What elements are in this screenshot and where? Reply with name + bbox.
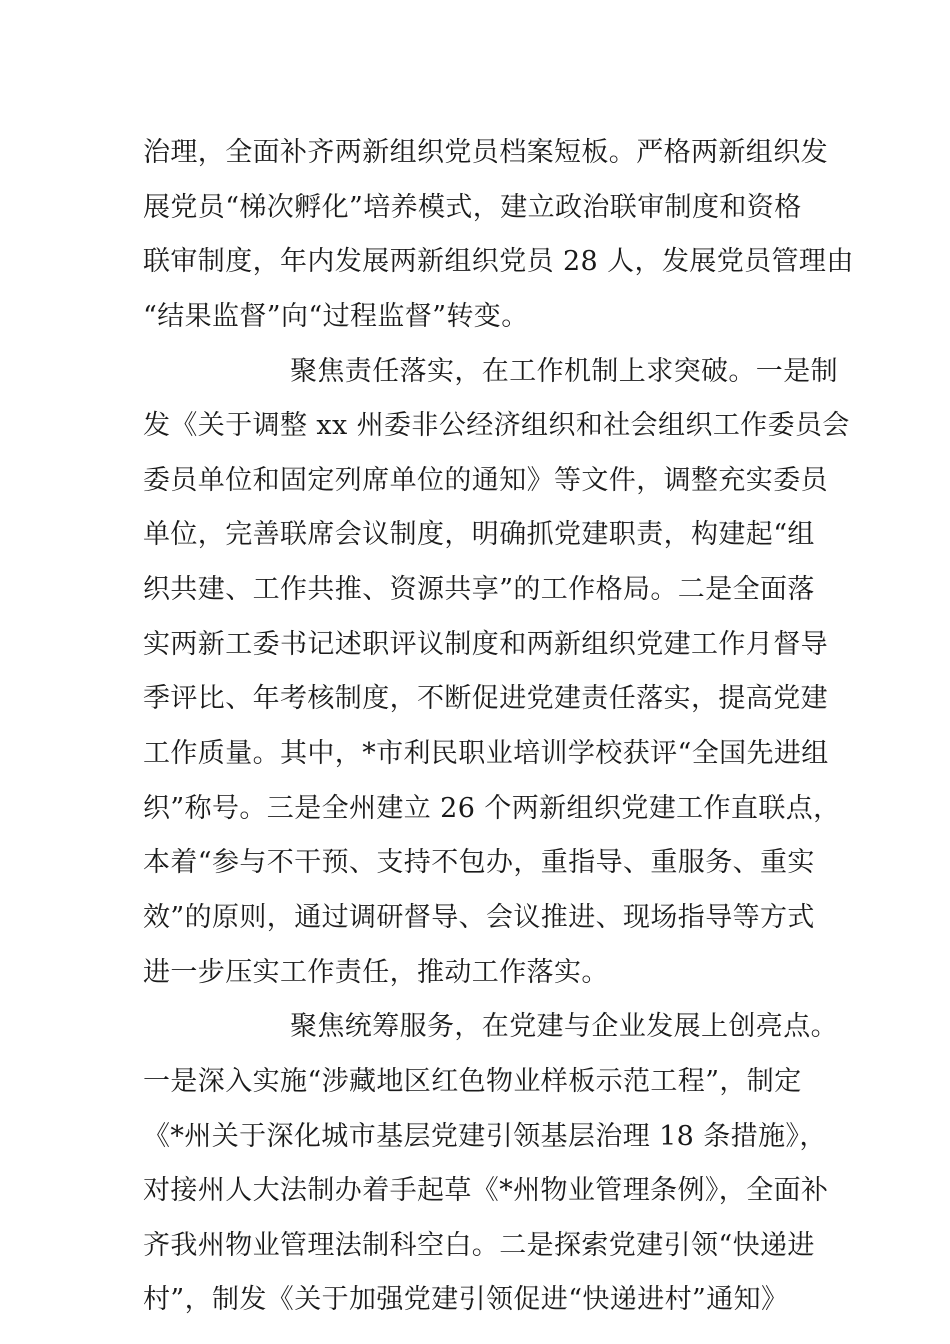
paragraph-heading-line: 聚焦责任落实，在工作机制上求突破。一是制 [290, 355, 838, 387]
text-line: 单位，完善联席会议制度，明确抓党建职责，构建起“组 [143, 519, 815, 551]
text-line: 实两新工委书记述职评议制度和两新组织党建工作月督导 [143, 628, 828, 660]
text-line: 效”的原则，通过调研督导、会议推进、现场指导等方式 [143, 901, 815, 933]
text-line: 织”称号。三是全州建立 26 个两新组织党建工作直联点， [143, 792, 841, 824]
text-line: 发《关于调整 xx 州委非公经济组织和社会组织工作委员会 [143, 410, 850, 442]
text-line: 季评比、年考核制度，不断促进党建责任落实，提高党建 [143, 683, 828, 715]
text-line: 委员单位和固定列席单位的通知》等文件，调整充实委员 [143, 464, 828, 496]
text-line: 治理，全面补齐两新组织党员档案短板。严格两新组织发 [143, 137, 828, 168]
text-line: 齐我州物业管理法制科空白。二是探索党建引领“快递进 [143, 1229, 815, 1261]
text-line: 进一步压实工作责任，推动工作落实。 [143, 956, 609, 988]
text-line: 村”，制发《关于加强党建引领促进“快递进村”通知》 [143, 1284, 789, 1316]
text-line: 展党员“梯次孵化”培养模式，建立政治联审制度和资格 [143, 191, 802, 223]
paragraph-heading-line: 聚焦统筹服务，在党建与企业发展上创亮点。 [290, 1011, 838, 1043]
document-body [143, 126, 854, 1328]
text-line: 织共建、工作共推、资源共享”的工作格局。二是全面落 [143, 574, 815, 606]
text-line: “结果监督”向“过程监督”转变。 [143, 300, 529, 332]
text-line: 联审制度，年内发展两新组织党员 28 人，发展党员管理由 [143, 246, 854, 278]
text-line: 《*州关于深化城市基层党建引领基层治理 18 条措施》， [143, 1120, 827, 1152]
text-line: 本着“参与不干预、支持不包办，重指导、重服务、重实 [143, 847, 815, 879]
text-line: 一是深入实施“涉藏地区红色物业样板示范工程”，制定 [143, 1065, 802, 1097]
text-line: 工作质量。其中，*市利民职业培训学校获评“全国先进组 [143, 738, 829, 770]
text-line: 对接州人大法制办着手起草《*州物业管理条例》，全面补 [143, 1175, 829, 1207]
